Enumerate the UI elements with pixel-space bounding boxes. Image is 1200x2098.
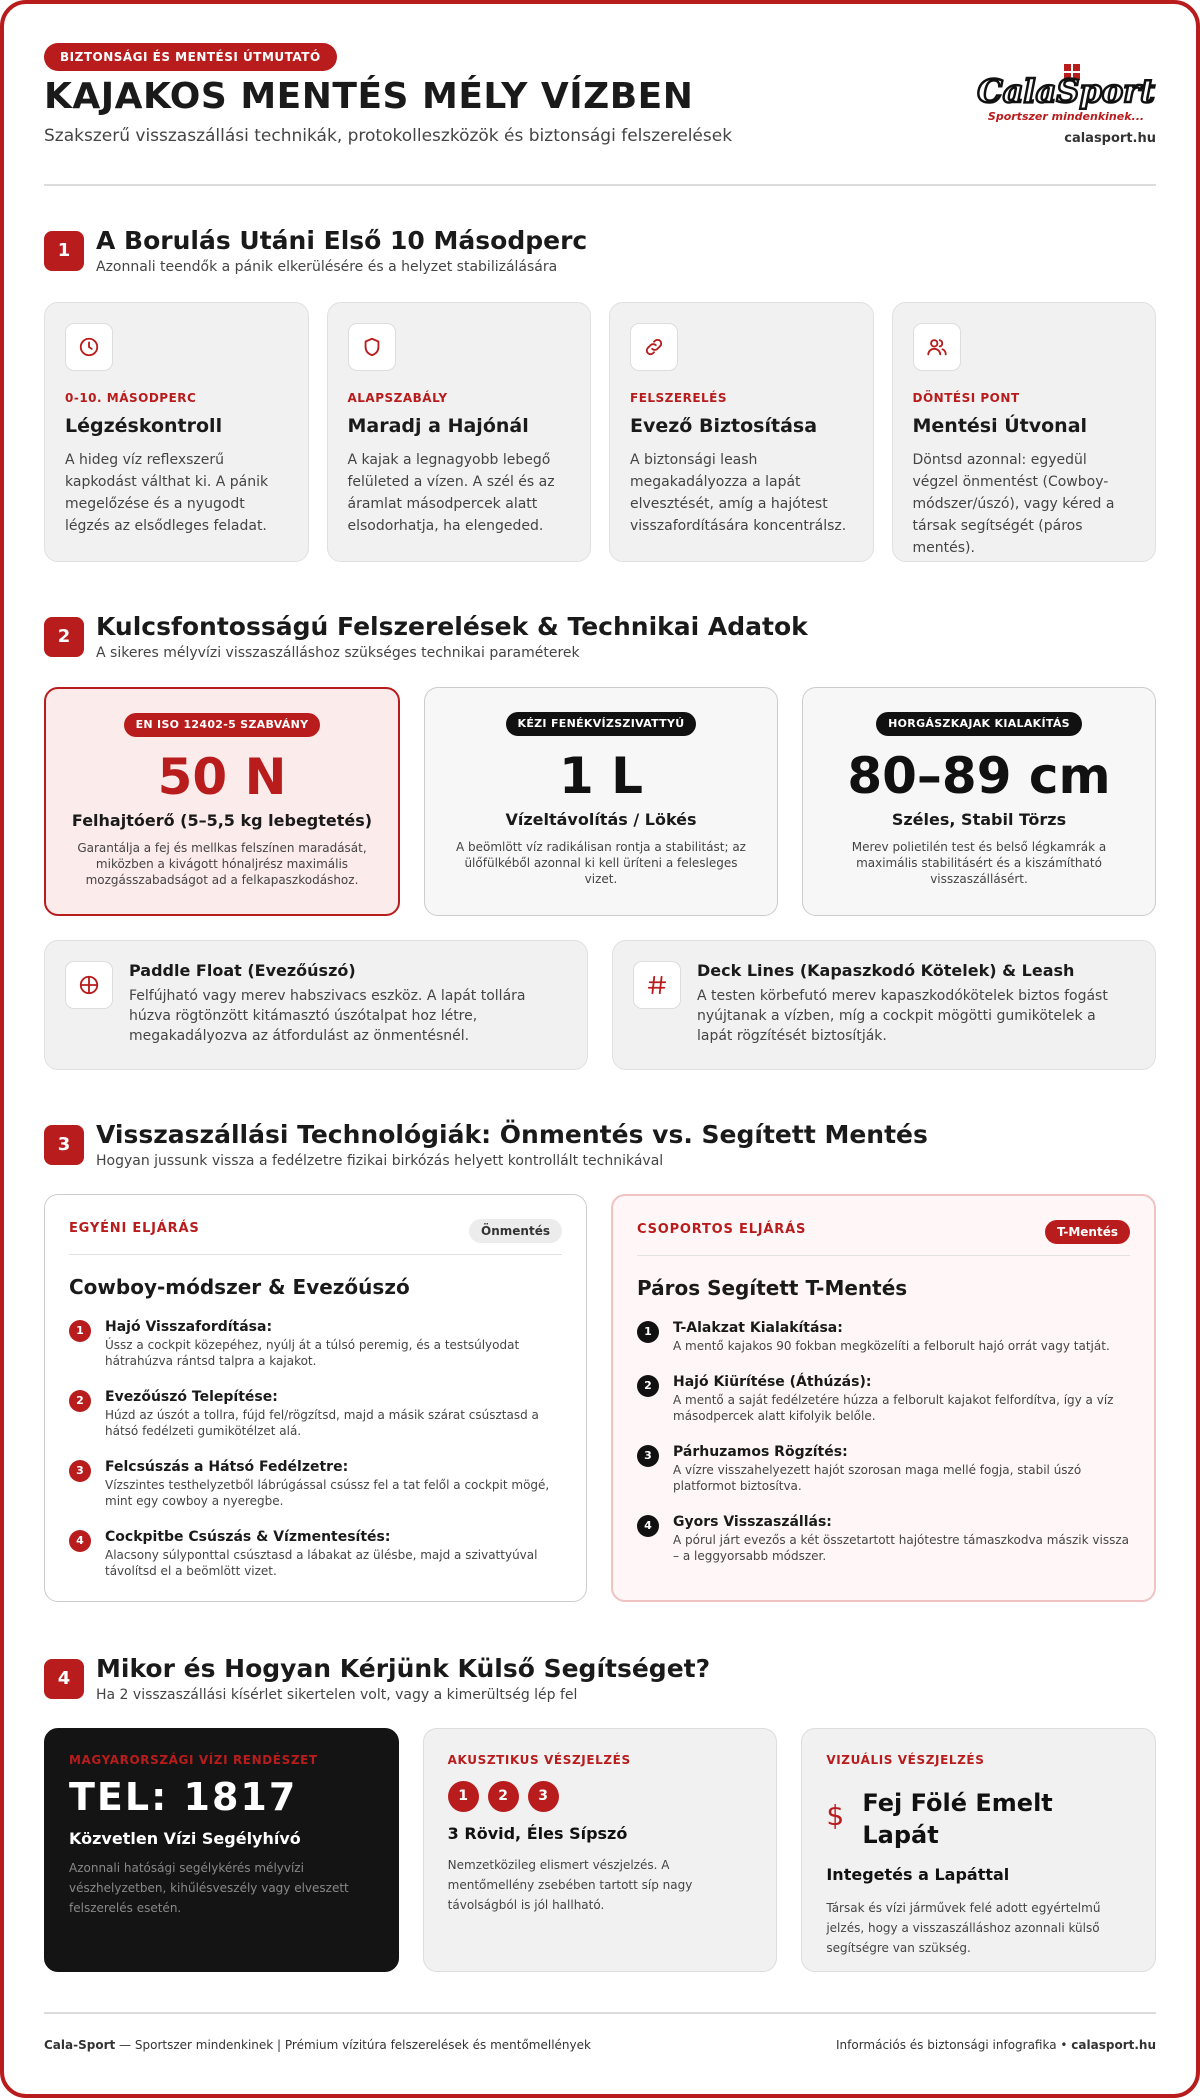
step-item xyxy=(69,1319,562,1369)
feature-title: Deck Lines (Kapaszkodó Kötelek) & Leash xyxy=(697,961,1075,980)
card-title: Légzéskontroll xyxy=(65,415,223,437)
footer-left-text: — Sportszer mindenkinek | Prémium vízitúra felszerelések és mentőmellények xyxy=(115,2038,591,2052)
card-title: Közvetlen Vízi Segélyhívó xyxy=(69,1829,301,1848)
panel-title: Páros Segített T-Mentés xyxy=(637,1276,908,1300)
divider xyxy=(69,1254,562,1255)
step-number: 2 xyxy=(637,1375,659,1397)
calasport-logo xyxy=(976,62,1156,128)
logo-tagline: Sportszer mindenkinek... xyxy=(987,110,1145,123)
card-paddle-securing xyxy=(609,302,874,562)
stat-hull-width xyxy=(802,687,1156,916)
first-seconds-cards xyxy=(44,302,1156,562)
step-title: Párhuzamos Rögzítés: xyxy=(673,1444,848,1460)
card-kicker: AKUSZTIKUS VÉSZJELZÉS xyxy=(447,1753,631,1767)
users-icon xyxy=(913,323,961,371)
stat-value: 50 N xyxy=(157,748,287,806)
signal-headline: Fej Fölé Emelt Lapát xyxy=(862,1789,1053,1849)
link-icon xyxy=(630,323,678,371)
tech-stats xyxy=(44,687,1156,916)
page-subtitle: Szakszerű visszaszállási technikák, protokolleszközök és biztonsági felszerelések xyxy=(44,126,733,146)
logo-wordmark: CalaSport xyxy=(977,72,1155,110)
step-item xyxy=(637,1444,1130,1494)
step-number: 3 xyxy=(637,1445,659,1467)
stat-text: Garantálja a fej és mellkas felszínen maradását, miközben a kivágott hónaljrész maximális mozgásszabadságot ad a felkapaszkodáshoz. xyxy=(77,841,367,887)
stat-label: Vízeltávolítás / Lökés xyxy=(505,810,697,829)
card-text: Nemzetközileg elismert vészjelzés. A mentőmellény zsebében tartott síp nagy távolságból is jól hallható. xyxy=(447,1858,693,1912)
step-item xyxy=(637,1514,1130,1564)
feature-title: Paddle Float (Evezőúszó) xyxy=(129,961,356,980)
feature-paddle-float xyxy=(44,940,588,1070)
hash-icon xyxy=(633,961,681,1009)
card-text: Döntsd azonnal: egyedül végzel önmentést (Cowboy-módszer/úszó), vagy kéred a társak segítségét (páros mentés). xyxy=(912,452,1115,556)
clock-icon xyxy=(65,323,113,371)
step-text: Ússz a cockpit közepéhez, nyúlj át a túlsó peremig, és a testsúlyodat hátrahúzva rántsd talpra a kajakot. xyxy=(105,1338,520,1368)
card-text: A biztonsági leash megakadályozza a lapát elvesztését, amíg a hajótest visszafordítására koncentrálsz. xyxy=(630,452,847,534)
step-title: Hajó Kiürítése (Áthúzás): xyxy=(673,1374,872,1390)
stat-text: A beömlött víz radikálisan rontja a stabilitást; az ülőfülkéből azonnal ki kell üríteni a felesleges vizet. xyxy=(456,840,746,886)
section-subtitle: Azonnali teendők a pánik elkerülésére és a helyzet stabilizálására xyxy=(96,259,558,275)
step-number: 4 xyxy=(69,1530,91,1552)
card-text: A kajak a legnagyobb lebegő felületed a vízen. A szél és az áramlat másodpercek alatt elsodorhatja, ha elengeded. xyxy=(347,452,555,534)
section-number: 3 xyxy=(44,1125,84,1165)
panel-assisted-rescue xyxy=(611,1194,1156,1602)
stat-badge: EN ISO 12402-5 SZABVÁNY xyxy=(124,713,321,737)
section-title: Kulcsfontosságú Felszerelések & Technikai Adatok xyxy=(96,612,808,641)
card-title: Maradj a Hajónál xyxy=(347,415,529,437)
rescue-techniques xyxy=(44,1194,1156,1602)
emergency-phone-card xyxy=(44,1728,399,1972)
whistle-3: 3 xyxy=(528,1781,559,1812)
shield-icon xyxy=(348,323,396,371)
panel-title: Cowboy-módszer & Evezőúszó xyxy=(69,1275,410,1299)
card-rescue-route xyxy=(892,302,1157,562)
section-3-header xyxy=(44,1120,1156,1180)
stat-badge: KÉZI FENÉKVÍZSZIVATTYÚ xyxy=(506,712,697,736)
feature-deck-lines xyxy=(612,940,1156,1070)
section-title: Visszaszállási Technológiák: Önmentés vs. Segített Mentés xyxy=(96,1120,928,1149)
card-stay-with-boat xyxy=(327,302,592,562)
footer xyxy=(44,2012,1156,2052)
feature-text: Felfújható vagy merev habszivacs eszköz. A lapát tollára húzva rögtönzött kitámasztó úszótalpat hoz létre, megakadályozva az átfordulást az önmentésnél. xyxy=(129,988,526,1044)
card-title: 3 Rövid, Éles Sípszó xyxy=(447,1824,628,1843)
crosshair-icon xyxy=(65,961,113,1009)
card-kicker: 0-10. MÁSODPERC xyxy=(65,391,197,405)
dollar-icon: $ xyxy=(826,1799,845,1832)
footer-right xyxy=(836,2038,1156,2052)
panel-self-rescue xyxy=(44,1194,587,1602)
header-url[interactable]: calasport.hu xyxy=(1064,131,1156,146)
stat-text: Merev polietilén test és belső légkamrák a maximális stabilitásért és a kiszámítható visszaszállásért. xyxy=(851,840,1107,886)
footer-left xyxy=(44,2038,591,2052)
step-number: 1 xyxy=(69,1320,91,1342)
stat-label: Felhajtóerő (5–5,5 kg lebegtetés) xyxy=(71,811,373,830)
whistle-1: 1 xyxy=(448,1781,479,1812)
step-title: Felcsúszás a Hátsó Fedélzetre: xyxy=(105,1459,349,1475)
section-number: 1 xyxy=(44,231,84,271)
step-item xyxy=(637,1320,1130,1354)
stat-value: 1 L xyxy=(558,747,644,805)
step-text: A vízre visszahelyezett hajót szorosan maga mellé fogja, stabil úszó platformot biztosítva. xyxy=(673,1463,1082,1493)
card-kicker: MAGYARORSZÁGI VÍZI RENDÉSZET xyxy=(69,1753,318,1767)
card-title: Integetés a Lapáttal xyxy=(826,1865,1010,1884)
help-signals xyxy=(44,1728,1156,1972)
card-kicker: ALAPSZABÁLY xyxy=(347,391,448,405)
step-item xyxy=(637,1374,1130,1424)
stat-badge: HORGÁSZKAJAK KIALAKÍTÁS xyxy=(876,712,1082,736)
step-text: Húzd az úszót a tollra, fújd fel/rögzítsd, majd a másik szárat csúsztasd a hátsó fedélzeti gumikötélzet alá. xyxy=(105,1408,539,1438)
panel-badge: Önmentés xyxy=(469,1219,562,1243)
step-title: Evezőúszó Telepítése: xyxy=(105,1389,278,1405)
card-text: Társak és vízi járművek felé adott egyértelmű jelzés, hogy a visszaszálláshoz azonnali külső segítségre van szükség. xyxy=(826,1901,1101,1955)
card-title: Mentési Útvonal xyxy=(912,415,1088,437)
step-number: 1 xyxy=(637,1321,659,1343)
step-text: Vízszintes testhelyzetből lábrúgással csússz fel a tat felől a cockpit mögé, mint egy cowboy a nyeregbe. xyxy=(105,1478,550,1508)
card-breath-control xyxy=(44,302,309,562)
panel-kicker: CSOPORTOS ELJÁRÁS xyxy=(637,1222,807,1237)
card-text: Azonnali hatósági segélykérés mélyvízi vészhelyzetben, kihűlésveszély vagy elveszett felszerelés esetén. xyxy=(69,1861,349,1915)
page-title: KAJAKOS MENTÉS MÉLY VÍZBEN xyxy=(44,76,694,117)
step-item xyxy=(69,1459,562,1509)
paddle-signal-row xyxy=(826,1787,1131,1853)
guide-badge: BIZTONSÁGI ÉS MENTÉSI ÚTMUTATÓ xyxy=(44,43,337,71)
step-title: Hajó Visszafordítása: xyxy=(105,1319,273,1335)
visual-signal-card xyxy=(801,1728,1156,1972)
stat-label: Széles, Stabil Törzs xyxy=(891,810,1067,829)
stat-value: 80–89 cm xyxy=(847,747,1111,805)
step-text: A mentő kajakos 90 fokban megközelíti a felborult hajó orrát vagy tatját. xyxy=(673,1339,1110,1353)
divider xyxy=(637,1255,1130,1256)
whistle-2: 2 xyxy=(488,1781,519,1812)
section-subtitle: Hogyan jussunk vissza a fedélzetre fizikai birkózás helyett kontrollált technikával xyxy=(96,1153,664,1169)
step-title: Gyors Visszaszállás: xyxy=(673,1514,832,1530)
section-1-header xyxy=(44,226,1156,286)
card-kicker: DÖNTÉSI PONT xyxy=(912,391,1020,405)
step-title: Cockpitbe Csúszás & Vízmentesítés: xyxy=(105,1529,391,1545)
step-number: 4 xyxy=(637,1515,659,1537)
step-text: A pórul járt evezős a két összetartott hajótestre támaszkodva mászik vissza – a leggyorsabb módszer. xyxy=(673,1533,1129,1563)
card-kicker: FELSZERELÉS xyxy=(630,391,728,405)
panel-kicker: EGYÉNI ELJÁRÁS xyxy=(69,1221,200,1236)
section-subtitle: Ha 2 visszaszállási kísérlet sikertelen volt, vagy a kimerültség lép fel xyxy=(96,1687,578,1703)
emergency-phone-number[interactable]: TEL: 1817 xyxy=(69,1775,298,1819)
section-title: Mikor és Hogyan Kérjünk Külső Segítséget? xyxy=(96,1654,711,1683)
footer-url[interactable]: calasport.hu xyxy=(1071,2038,1156,2052)
equipment-features xyxy=(44,940,1156,1070)
stat-bilge-pump xyxy=(424,687,778,916)
header xyxy=(44,0,1156,186)
section-number: 4 xyxy=(44,1659,84,1699)
step-text: Alacsony súlyponttal csúsztasd a lábakat az ülésbe, majd a szivattyúval távolítsd el a beömlött vizet. xyxy=(105,1548,538,1578)
section-number: 2 xyxy=(44,617,84,657)
step-item xyxy=(69,1389,562,1439)
step-text: A mentő a saját fedélzetére húzza a felborult kajakot felfordítva, így a víz másodpercek alatt kifolyik belőle. xyxy=(673,1393,1114,1423)
footer-right-text: Információs és biztonsági infografika • xyxy=(835,2038,1072,2052)
whistle-sequence xyxy=(448,1781,753,1812)
step-title: T-Alakzat Kialakítása: xyxy=(673,1320,843,1336)
stat-buoyancy xyxy=(44,687,400,916)
feature-text: A testen körbefutó merev kapaszkodókötelek biztos fogást nyújtanak a vízben, míg a cockpit mögötti gumikötelek a lapát rögzítését biztosítják. xyxy=(697,988,1108,1044)
section-4-header xyxy=(44,1654,1156,1714)
step-number: 3 xyxy=(69,1460,91,1482)
section-subtitle: A sikeres mélyvízi visszaszálláshoz szükséges technikai paraméterek xyxy=(96,645,580,661)
step-item xyxy=(69,1529,562,1579)
infographic-page xyxy=(44,0,1156,2052)
card-text: A hideg víz reflexszerű kapkodást válthat ki. A pánik megelőzése és a nyugodt légzés az elsődleges feladat. xyxy=(65,452,269,534)
card-title: Evező Biztosítása xyxy=(630,415,818,437)
panel-badge: T-Mentés xyxy=(1045,1220,1130,1244)
step-number: 2 xyxy=(69,1390,91,1412)
section-2-header xyxy=(44,612,1156,672)
footer-brand: Cala-Sport xyxy=(44,2038,116,2052)
section-title: A Borulás Utáni Első 10 Másodperc xyxy=(96,226,588,255)
card-kicker: VIZUÁLIS VÉSZJELZÉS xyxy=(826,1753,985,1767)
acoustic-signal-card xyxy=(423,1728,778,1972)
